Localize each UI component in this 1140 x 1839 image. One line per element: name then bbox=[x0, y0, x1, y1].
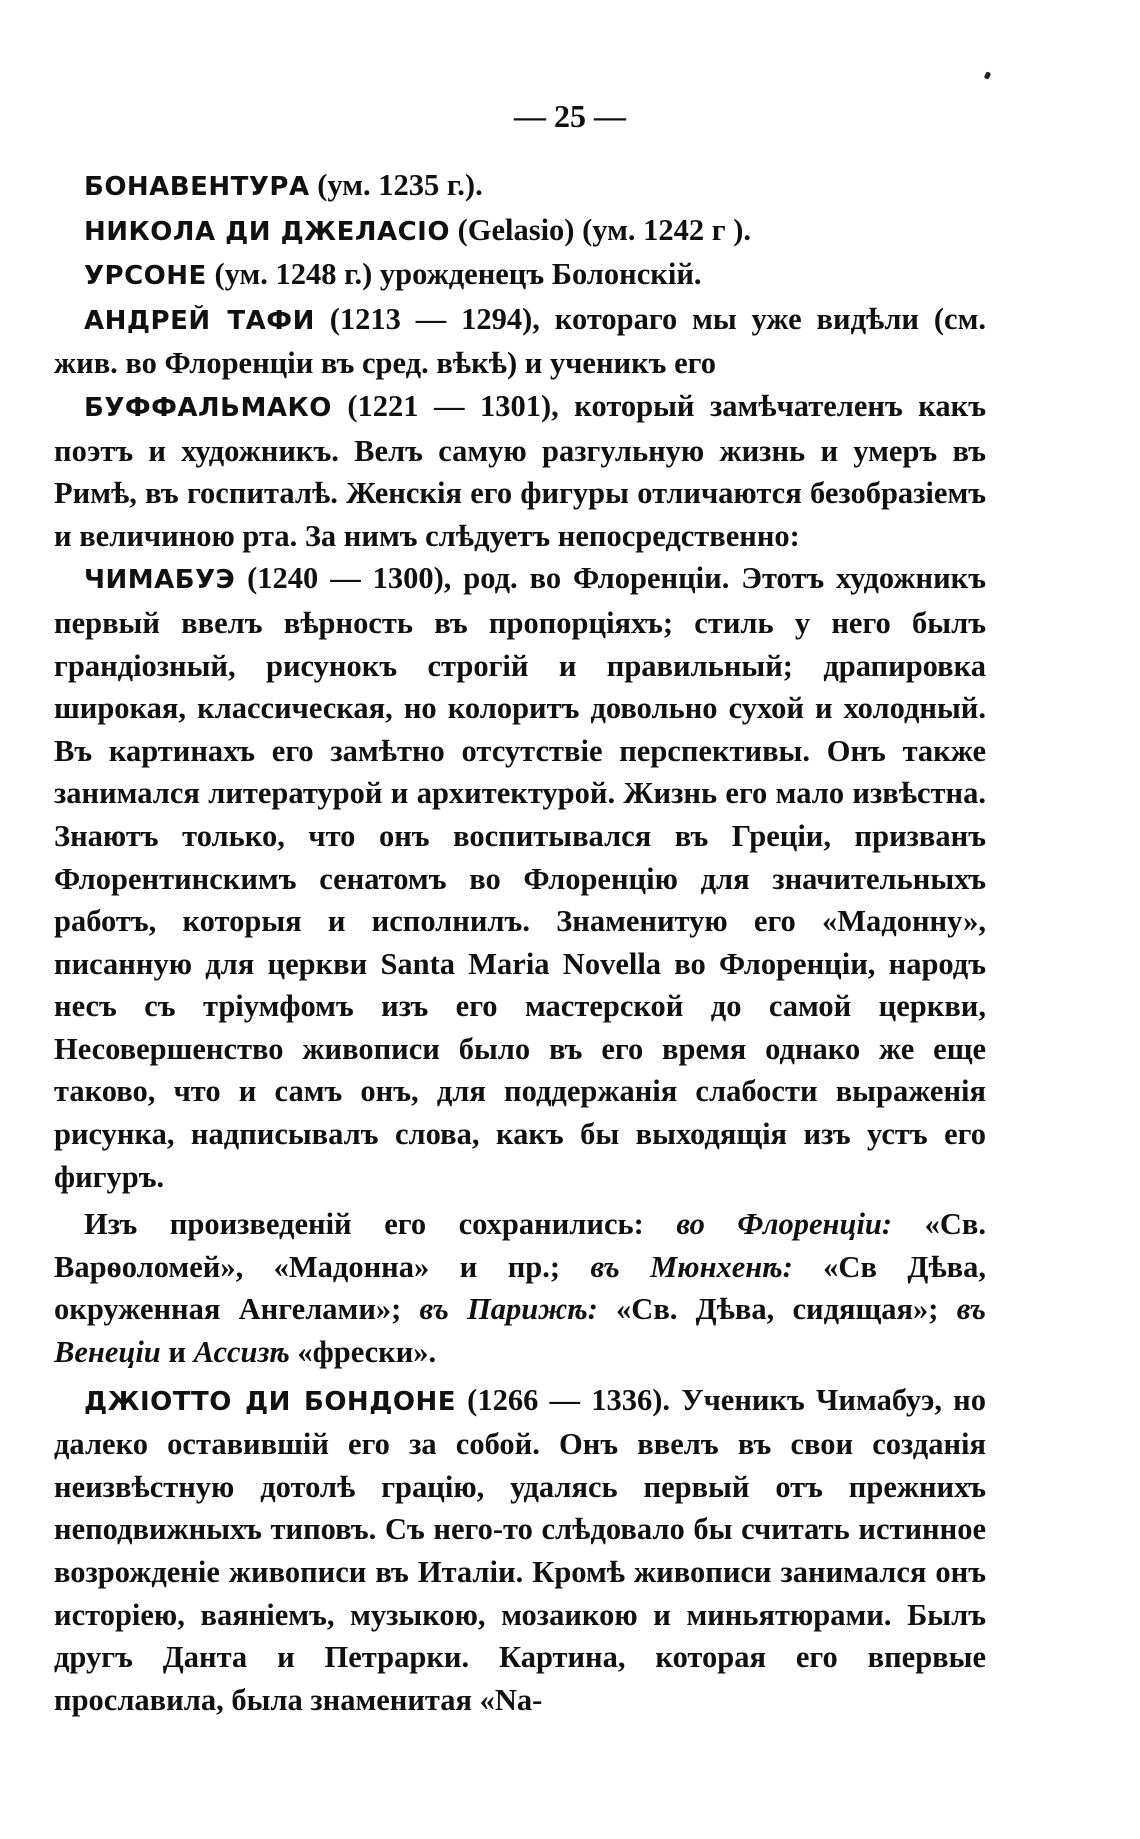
artist-name: АНДРЕЙ ТАФИ bbox=[84, 305, 315, 336]
entry-buffalmacco bbox=[54, 385, 986, 557]
place-paris: въ Парижѣ: bbox=[419, 1292, 598, 1327]
entry-nikola bbox=[54, 209, 986, 254]
entry-cimabue bbox=[54, 557, 986, 1198]
artist-name: НИКОЛА ДИ ДЖЕЛАСІО bbox=[84, 216, 450, 247]
artist-name: БУФФАЛЬМАКО bbox=[84, 392, 332, 423]
artist-name: УРСОНЕ bbox=[84, 261, 207, 292]
artist-name: ЧИМАБУЭ bbox=[84, 565, 236, 596]
entry-text: (ум. 1235 г.). bbox=[309, 168, 483, 202]
entry-text: (Gelasio) (ум. 1242 г ). bbox=[449, 212, 751, 247]
entry-text: (1213 — 1294), котораго мы уже видѣли (см. жив. во Флоренціи въ сред. вѣкѣ) и ученикъ его bbox=[54, 301, 986, 381]
ink-speck bbox=[984, 71, 991, 79]
entry-ursone bbox=[54, 253, 986, 298]
artist-name: БОНАВЕНТУРА bbox=[84, 172, 310, 202]
place-assisi: Ассизѣ bbox=[193, 1335, 290, 1370]
works-paragraph: Изъ произведеній его сохранились: во Флоренціи: «Св. Варѳоломей», «Мадонна» и пр.; въ Мюнхенѣ: «Св Дѣва, окруженная Ангелами»; въ Парижѣ: «Св. Дѣва, сидящая»; въ Венеціи и Ассизѣ «фрески». bbox=[54, 1207, 987, 1370]
page-number: — 25 — bbox=[514, 98, 626, 134]
entry-text: (1240 — 1300), род. во Флоренціи. Этотъ художникъ первый ввелъ вѣрность въ пропорціяхъ; стиль у него былъ грандіозный, рисунокъ строгій и правильный; драпировка широкая, классическая, но колоритъ довольно сухой и холодный. Въ картинахъ его замѣтно отсутствіе перспективы. Онъ также занимался литературой и архитектурой. Жизнь его мало извѣстна. Знаютъ только, что онъ воспитывался въ Греціи, призванъ Флорентинскимъ сенатомъ во Флоренцію для значительныхъ работъ, которыя и исполнилъ. Знаменитую его «Мадонну», писанную для церкви Santa Maria Novella во Флоренціи, народъ несъ съ тріумфомъ изъ его мастерской до самой церкви, Несовершенство живописи было въ его время однако же еще таково, что и самъ онъ, для поддержанія слабости выраженія рисунка, надписывалъ слова, какъ бы выходящія изъ устъ его фигуръ. bbox=[54, 561, 986, 1194]
entry-text: (1221 — 1301), который замѣчателенъ какъ поэтъ и художникъ. Велъ самую разгульную жизнь и умеръ въ Римѣ, въ госпиталѣ. Женскія его фигуры отличаются безобразіемъ и величиною рта. За нимъ слѣдуетъ непосредственно: bbox=[54, 388, 986, 553]
place-munich: въ Мюнхенѣ: bbox=[590, 1249, 793, 1284]
entry-text: (ум. 1248 г.) урожденецъ Болонскій. bbox=[206, 257, 702, 292]
entry-giotto bbox=[54, 1379, 986, 1722]
body-text bbox=[54, 164, 986, 1721]
artist-name: ДЖІОТТО ДИ БОНДОНЕ bbox=[84, 1386, 456, 1417]
entry-text: (1266 — 1336). Ученикъ Чимабуэ, но далеко оставившій его за собой. Онъ ввелъ въ свои созданія неизвѣстную дотолѣ грацію, удалясь первый отъ прежнихъ неподвижныхъ типовъ. Съ него-то слѣдовало бы считать истинное возрожденіе живописи въ Италіи. Кромѣ живописи занимался онъ исторіею, ваяніемъ, музыкою, мозаикою и миньятюрами. Былъ другъ Данта и Петрарки. Картина, которая его впервые прославила, была знаменитая «Na- bbox=[54, 1382, 986, 1717]
entry-bonaventura bbox=[54, 164, 986, 209]
place-venice: въ Венеціи bbox=[54, 1292, 986, 1370]
entry-andrey-tafi bbox=[54, 298, 986, 385]
place-florence: во Флоренціи: bbox=[676, 1207, 893, 1242]
